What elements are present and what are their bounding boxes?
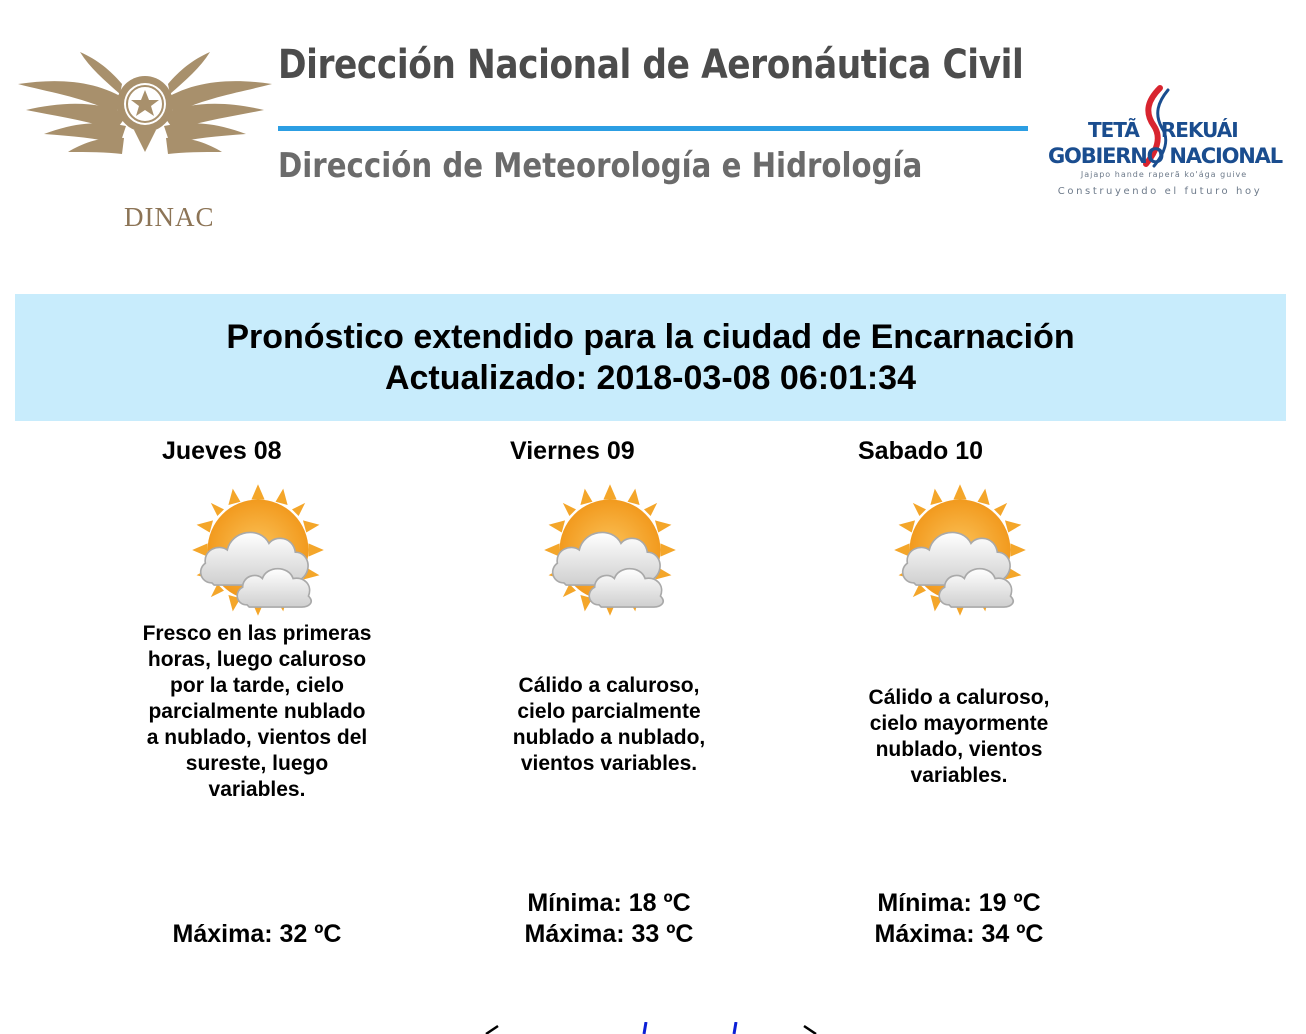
forecast-day-3 [844, 432, 1074, 972]
day-name: Viernes 09 [510, 437, 635, 465]
org-subtitle: Dirección de Meteorología e Hidrología [278, 146, 923, 186]
next-arrow-icon [804, 1026, 816, 1034]
max-temperature: Máxima: 34 ºC [874, 920, 1044, 948]
forecast-day-1 [142, 432, 372, 972]
day-name: Jueves 08 [162, 437, 282, 465]
org-title: Dirección Nacional de Aeronáutica Civil [278, 42, 1024, 88]
day-name: Sabado 10 [858, 437, 984, 465]
forecast-day-2 [494, 432, 724, 972]
day-temperatures [844, 888, 1074, 950]
gov-logo-line3: Jajapo hande raperã ko'ága guive [1080, 170, 1248, 179]
dinac-logo [18, 40, 272, 232]
partly-cloudy-icon [892, 482, 1028, 618]
min-temperature [142, 888, 372, 919]
min-temperature: Mínima: 18 ºC [527, 889, 691, 917]
max-temperature: Máxima: 32 ºC [172, 920, 342, 948]
dinac-logo-text: DINAC [124, 202, 215, 232]
forecast-banner [15, 294, 1286, 421]
partly-cloudy-icon [542, 482, 678, 618]
title-block [272, 20, 1068, 190]
forecast-title: Pronóstico extendido para la ciudad de Encarnación [226, 318, 1075, 356]
prev-arrow-icon [486, 1026, 498, 1034]
title-divider [278, 126, 1028, 131]
day-description: Cálido a caluroso, cielo parcialmente nublado a nublado, vientos variables. [512, 674, 706, 775]
day-description: Cálido a caluroso, cielo mayormente nublado, vientos variables. [868, 686, 1050, 787]
nav-link-icon [644, 1022, 646, 1034]
bottom-navigation[interactable] [470, 1022, 830, 1034]
gov-logo-rekuai: REKUÁI [1160, 118, 1238, 142]
gov-logo-teta: TETÃ [1088, 118, 1139, 142]
dinac-wings-emblem [18, 40, 272, 200]
gov-logo-line1 [1088, 118, 1238, 142]
gov-logo-line2: GOBIERNO NACIONAL [1048, 144, 1282, 168]
nav-link-icon [734, 1022, 736, 1034]
day-temperatures [494, 888, 724, 950]
page-header [0, 0, 1306, 230]
day-description: Fresco en las primeras horas, luego caluroso por la tarde, cielo parcialmente nublado a nublado, vientos del sureste, luego variables. [142, 622, 372, 801]
day-temperatures [142, 888, 372, 950]
gov-logo-line4: Construyendo el futuro hoy [1057, 186, 1263, 197]
updated-timestamp: Actualizado: 2018-03-08 06:01:34 [384, 359, 917, 397]
partly-cloudy-icon [190, 482, 326, 618]
gobierno-nacional-logo [1040, 82, 1280, 207]
max-temperature: Máxima: 33 ºC [524, 920, 694, 948]
min-temperature: Mínima: 19 ºC [877, 889, 1041, 917]
